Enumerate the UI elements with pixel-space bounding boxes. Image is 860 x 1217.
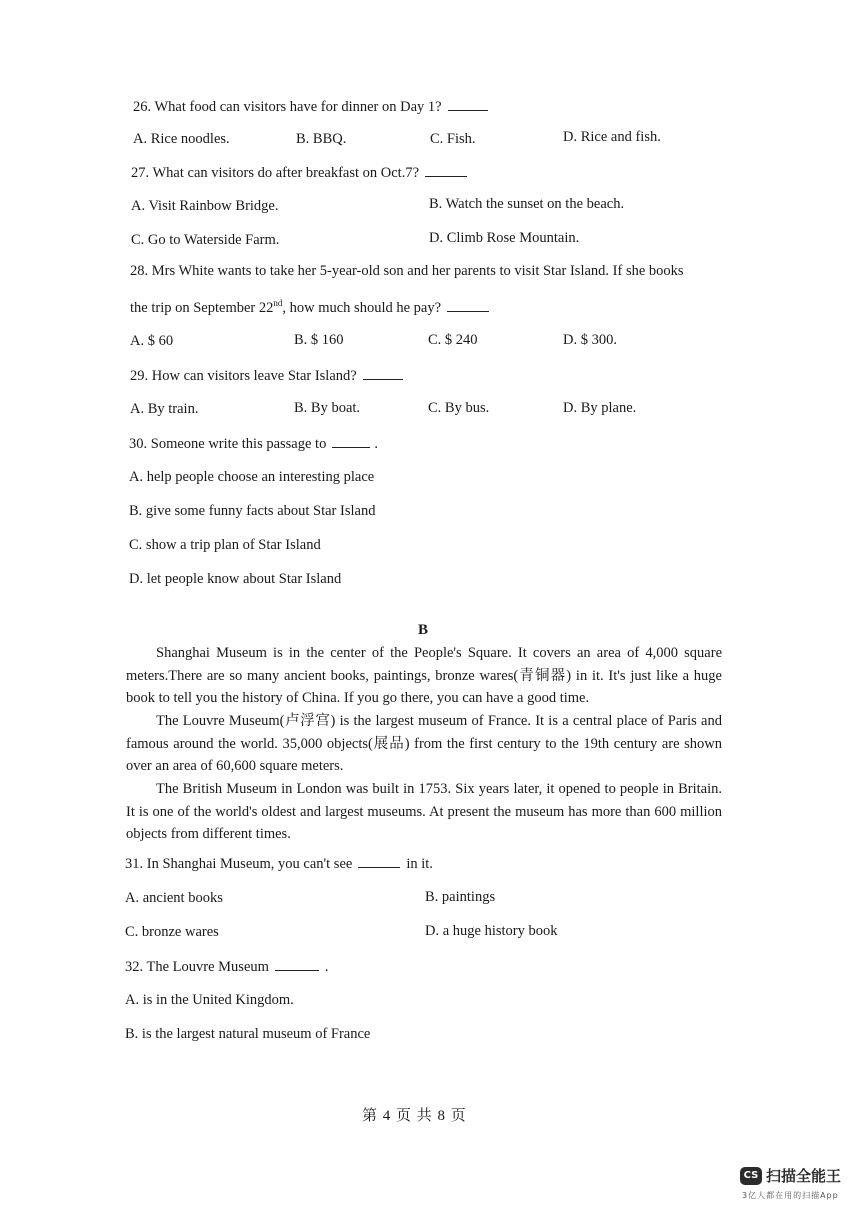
q30-option-a: A. help people choose an interesting place [129,469,375,485]
passage-paragraph-2: The Louvre Museum(卢浮宫) is the largest museum of France. It is a central place of Paris and famous around the world. 35,000 objects(展品) from the first century to the 19th century are shown over an area of 60,600 square meters. [126,713,722,774]
answer-blank [363,367,403,380]
q27-option-a: A. Visit Rainbow Bridge. [131,198,279,214]
q26-option-c: C. Fish. [430,131,476,147]
question-32 [125,958,329,976]
answer-blank [447,299,489,312]
question-27 [131,164,467,182]
page-number-footer: 第 4 页 共 8 页 [362,1108,467,1124]
question-30 [129,435,378,453]
q31-option-a: A. ancient books [125,890,223,906]
q31-option-d: D. a huge history book [425,923,558,939]
q29-option-b: B. By boat. [294,400,361,416]
answer-blank [448,98,488,111]
q32-option-a: A. is in the United Kingdom. [125,992,294,1008]
question-26-stem: 26. What food can visitors have for dinner on Day 1? [133,99,442,115]
q31-option-c: C. bronze wares [125,924,219,940]
question-30-stem: 30. Someone write this passage to [129,436,327,452]
scanner-watermark [740,1165,841,1186]
question-28-line1: 28. Mrs White wants to take her 5-year-old son and her parents to visit Star Island. If she books [130,263,684,279]
q28-text: the trip on September 22 [130,299,274,316]
question-31-end: in it. [406,856,433,872]
q26-option-d: D. Rice and fish. [563,129,661,145]
q28-option-d: D. $ 300. [563,332,617,348]
answer-blank [425,164,467,177]
watermark-tagline: 3亿人都在用的扫描App [742,1191,839,1200]
answer-blank [332,435,370,448]
q26-option-a: A. Rice noodles. [133,131,230,147]
q30-option-c: C. show a trip plan of Star Island [129,537,321,553]
q28-sup: nd [273,298,283,308]
question-27-stem: 27. What can visitors do after breakfast on Oct.7? [131,165,420,181]
watermark-name: 扫描全能王 [766,1167,842,1185]
question-29 [130,367,403,385]
cs-logo-icon: CS [740,1167,762,1185]
question-31-stem: 31. In Shanghai Museum, you can't see [125,856,353,872]
q28-option-a: A. $ 60 [130,333,174,349]
question-28-line2 [130,298,489,317]
q29-option-c: C. By bus. [428,400,490,416]
q29-option-a: A. By train. [130,401,199,417]
question-29-stem: 29. How can visitors leave Star Island? [130,368,357,384]
q28-option-b: B. $ 160 [294,332,344,348]
question-31 [125,855,433,873]
q28-option-c: C. $ 240 [428,332,478,348]
q32-option-b: B. is the largest natural museum of France [125,1026,371,1042]
answer-blank [358,855,400,868]
q27-option-d: D. Climb Rose Mountain. [429,230,580,246]
question-32-stem: 32. The Louvre Museum [125,959,269,975]
q30-option-b: B. give some funny facts about Star Island [129,503,376,519]
passage-paragraph-3: The British Museum in London was built in 1753. Six years later, it opened to people in Britain. It is one of the world's oldest and largest museums. At present the museum has more than 600 million objects from different times. [126,781,722,842]
q27-option-c: C. Go to Waterside Farm. [131,232,280,248]
question-30-end: . [374,436,378,452]
q26-option-b: B. BBQ. [296,131,347,147]
answer-blank [275,958,319,971]
q31-option-b: B. paintings [425,889,496,905]
q30-option-d: D. let people know about Star Island [129,571,342,587]
section-b-title: B [418,622,429,638]
q27-option-b: B. Watch the sunset on the beach. [429,196,625,212]
q29-option-d: D. By plane. [563,400,637,416]
q28-text-post: , how much should he pay? [282,299,442,316]
passage-paragraph-1: Shanghai Museum is in the center of the People's Square. It covers an area of 4,000 square meters.There are so many ancient books, paintings, bronze wares(青铜器) in it. It's just like a huge book to tell you the history of China. If you go there, you can have a good time. [126,645,722,706]
question-32-end: . [324,959,329,975]
question-26 [133,98,488,116]
